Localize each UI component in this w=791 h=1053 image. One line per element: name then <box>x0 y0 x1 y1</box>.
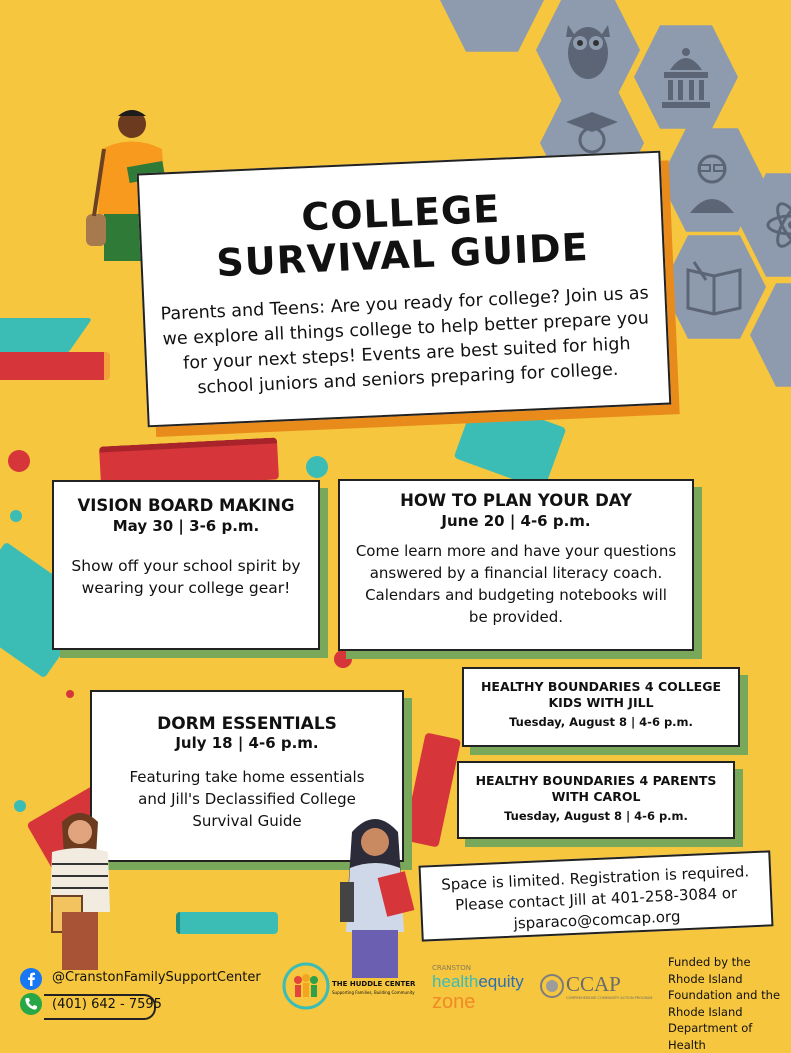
huddle-name: THE HUDDLE CENTER <box>332 980 416 988</box>
ccap-seal-icon <box>540 974 564 998</box>
event-description: Show off your school spirit by wearing your college gear! <box>71 557 301 597</box>
event-title: VISION BOARD MAKING <box>77 496 295 515</box>
teal-book-bottom <box>176 912 278 934</box>
dot-teal-2 <box>306 456 328 478</box>
registration-text: Space is limited. Registration is required. Please contact Jill at 401-258-3084 or jsparaco@comcap.org <box>440 862 750 933</box>
facebook-icon[interactable] <box>20 968 42 990</box>
capitol-building-icon <box>656 42 716 112</box>
event-date: Tuesday, August 8 | 4-6 p.m. <box>509 715 693 729</box>
event-card-healthy-boundaries-kids <box>462 667 740 747</box>
health-equity-zone-logo <box>432 964 532 1020</box>
hez-zone: zone <box>432 991 476 1013</box>
event-title: DORM ESSENTIALS <box>157 714 337 734</box>
registration-card <box>419 850 774 941</box>
hez-health: health <box>432 972 479 991</box>
phone-number[interactable]: (401) 642 - 7595 <box>52 997 162 1012</box>
intro-text: Parents and Teens: Are you ready for college? Join us as we explore all things college to help better prepare you for your next steps! Events are best suited for high school juniors and seniors preparing for college. <box>160 283 650 399</box>
facebook-handle[interactable]: @CranstonFamilySupportCenter <box>52 970 261 985</box>
dot-red-2 <box>334 650 352 668</box>
owl-icon <box>558 15 618 85</box>
woman-with-notebook-illustration <box>40 808 120 972</box>
woman-with-books-illustration <box>330 812 420 980</box>
teal-book-left <box>0 318 93 354</box>
event-date: May 30 | 3-6 p.m. <box>112 517 260 535</box>
event-description: Featuring take home essentials and Jill's Declassified College Survival Guide <box>129 768 365 830</box>
ccap-logo <box>540 972 664 1006</box>
ccap-name: CCAP <box>566 972 621 996</box>
huddle-center-logo <box>282 962 416 1014</box>
hex-owl <box>536 0 640 105</box>
event-date: July 18 | 4-6 p.m. <box>175 734 319 752</box>
professor-icon <box>682 145 742 215</box>
hex-top-left <box>440 0 544 55</box>
dot-teal-1 <box>10 510 22 522</box>
dot-red-3 <box>66 690 74 698</box>
event-description: Come learn more and have your questions answered by a financial literacy coach. Calendars and budgeting notebooks will be provided. <box>355 542 677 626</box>
huddle-tagline: Supporting Families, Building Community <box>332 990 415 995</box>
event-title: HEALTHY BOUNDARIES 4 COLLEGE KIDS WITH JILL <box>480 679 722 710</box>
hex-capitol <box>634 22 738 132</box>
red-book-left <box>0 352 110 380</box>
funding-credit: Funded by the Rhode Island Foundation and the Rhode Island Department of Health <box>668 955 781 1052</box>
atom-icon <box>762 190 791 260</box>
event-title: HEALTHY BOUNDARIES 4 PARENTS WITH CAROL <box>475 773 717 804</box>
event-card-vision-board <box>52 480 320 650</box>
hez-equity: equity <box>478 972 524 991</box>
dot-red-1 <box>8 450 30 472</box>
page-title <box>140 181 663 288</box>
event-title: HOW TO PLAN YOUR DAY <box>400 491 632 510</box>
hez-city: CRANSTON <box>432 964 471 972</box>
dot-teal-3 <box>14 800 26 812</box>
phone-icon[interactable] <box>20 993 42 1015</box>
open-book-icon <box>684 252 744 322</box>
event-date: Tuesday, August 8 | 4-6 p.m. <box>504 809 688 823</box>
event-date: June 20 | 4-6 p.m. <box>441 512 591 530</box>
main-card <box>137 151 672 428</box>
event-card-healthy-boundaries-parents <box>457 761 735 839</box>
event-card-plan-your-day <box>338 479 694 651</box>
huddle-logo-icon <box>282 962 330 1010</box>
title-line-2: SURVIVAL GUIDE <box>215 224 590 286</box>
title-line-1: COLLEGE <box>300 186 501 240</box>
hex-book <box>662 232 766 342</box>
ccap-subtitle: COMPREHENSIVE COMMUNITY ACTION PROGRAM <box>566 996 653 1000</box>
